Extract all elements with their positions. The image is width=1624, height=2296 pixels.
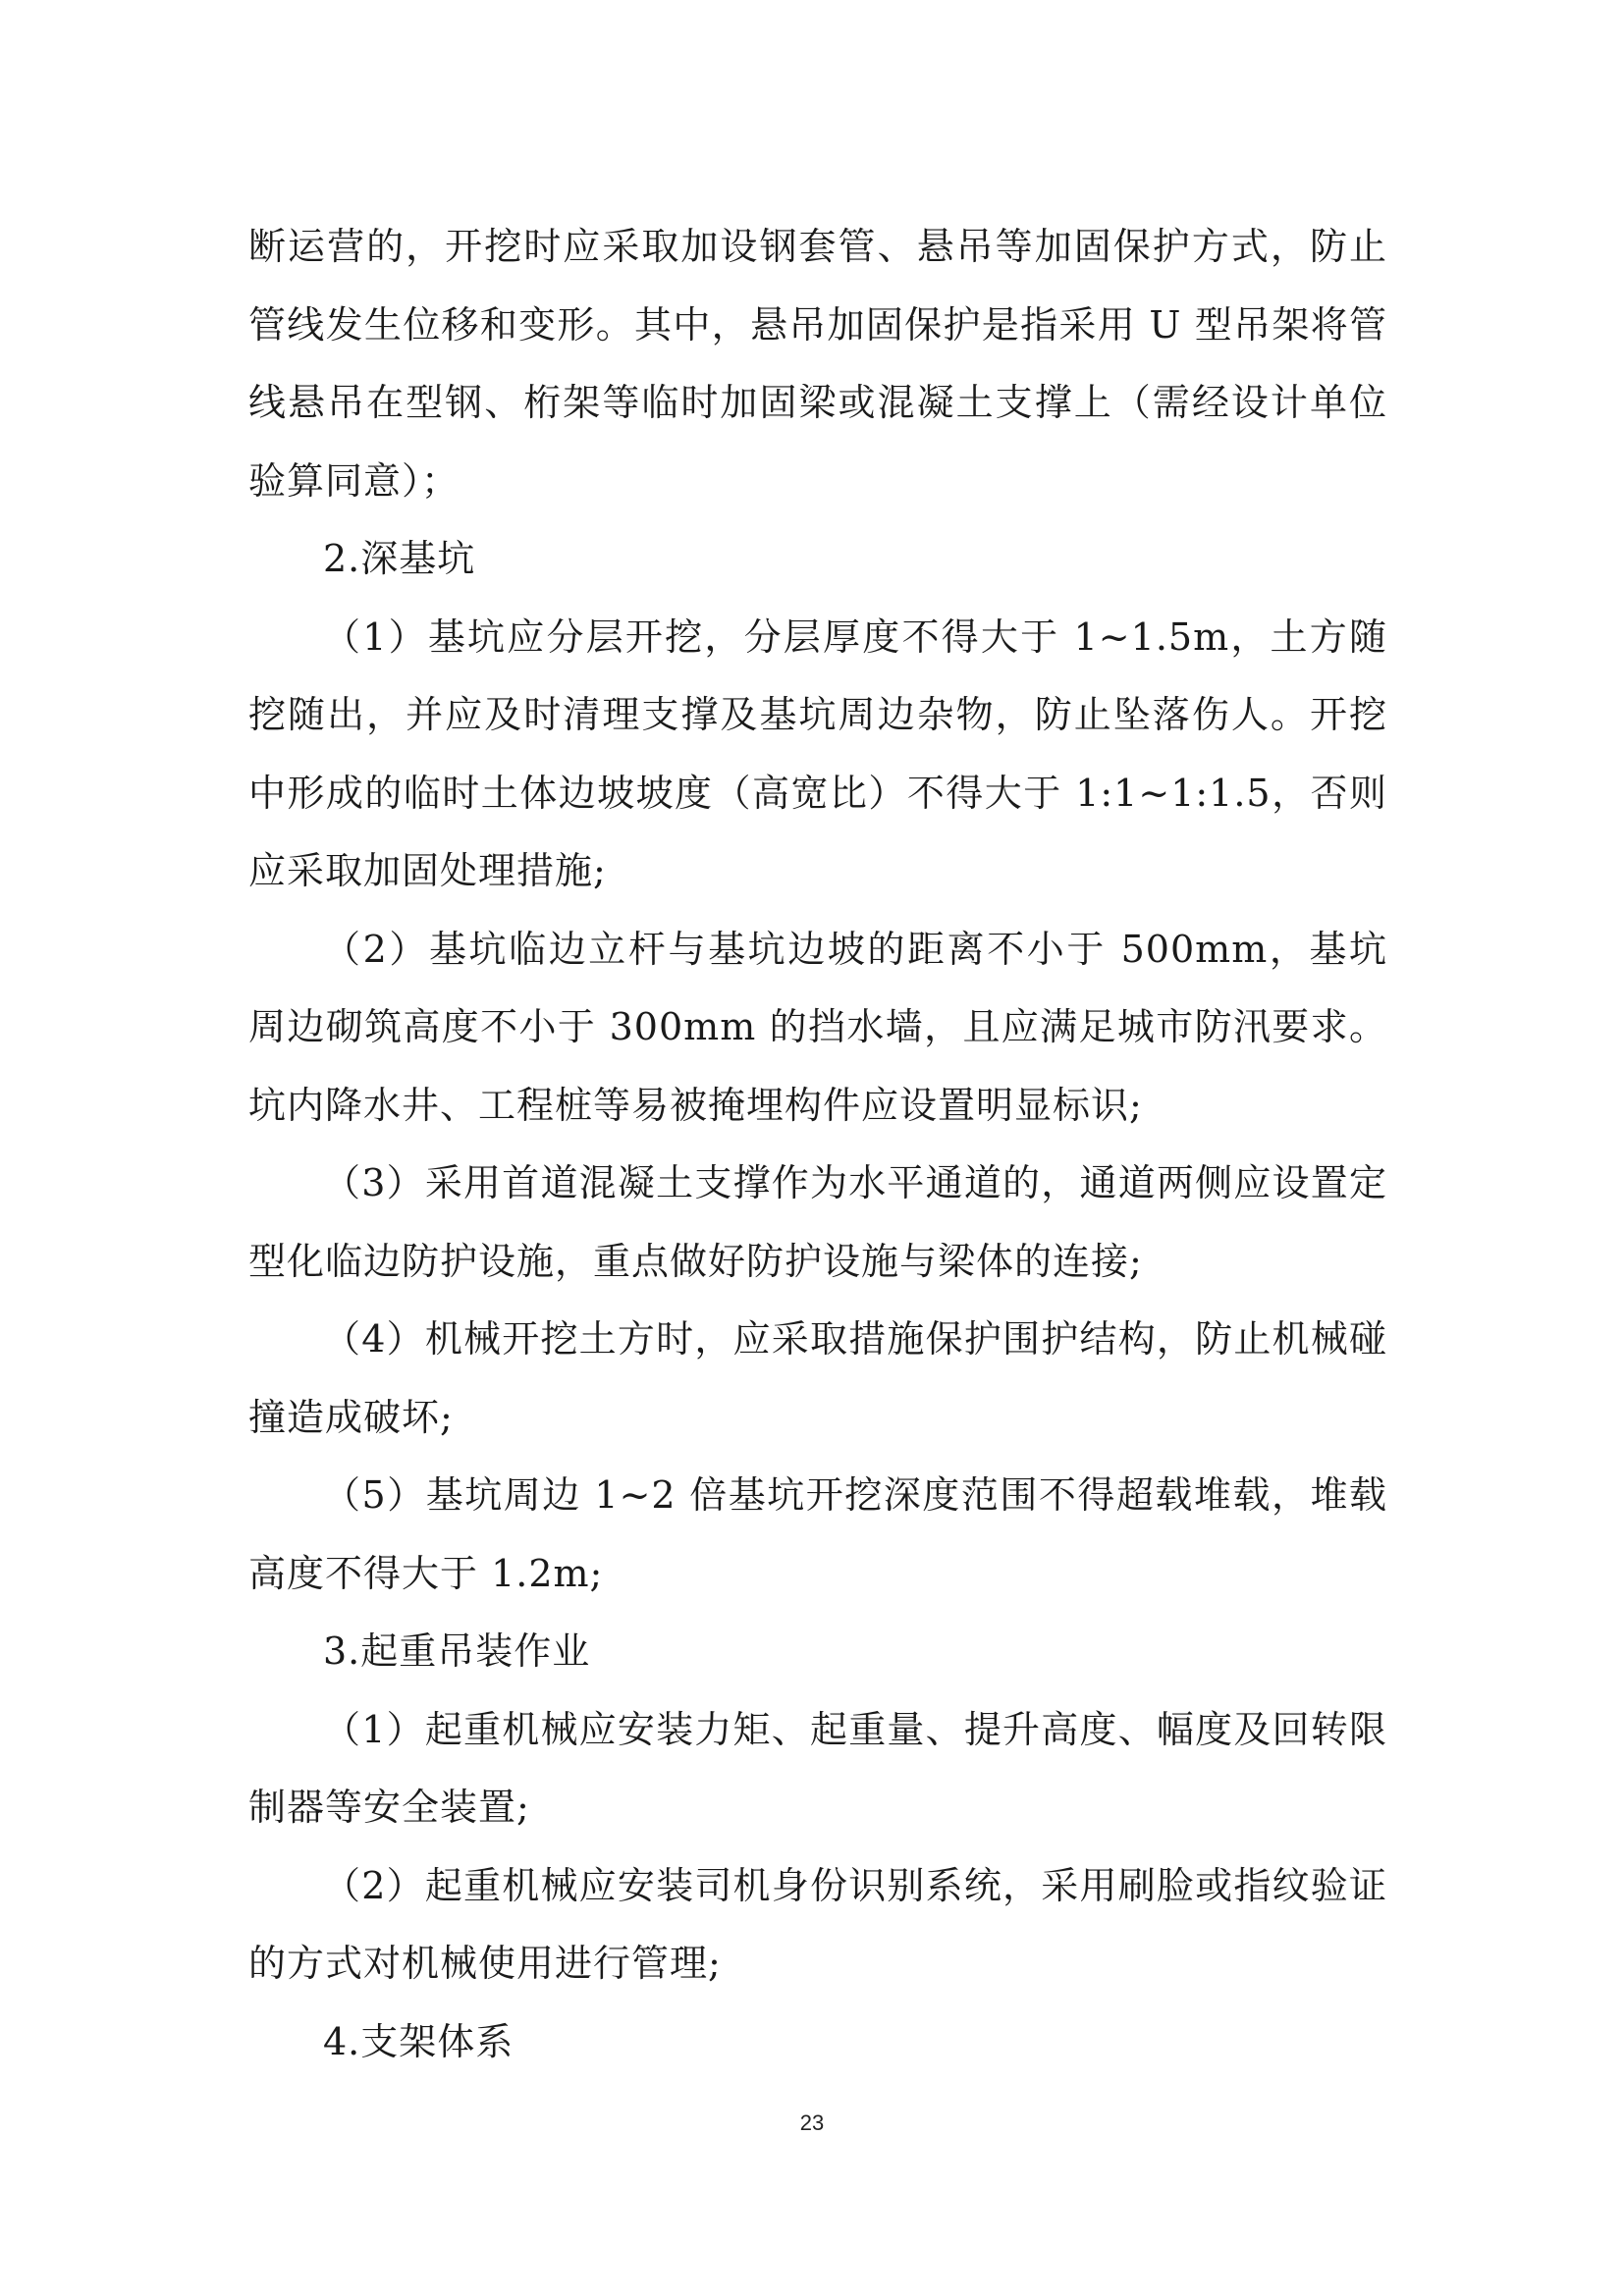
paragraph-item: （2）基坑临边立杆与基坑边坡的距离不小于 500mm，基坑周边砌筑高度不小于 300mm 的挡水墙，且应满足城市防汛要求。坑内降水井、工程桩等易被掩埋构件应设置明显标识; (248, 927, 1387, 1127)
section-heading-support-system: 4.支架体系 (323, 2019, 514, 2063)
paragraph-item: （1）基坑应分层开挖，分层厚度不得大于 1~1.5m，土方随挖随出，并应及时清理支撑及基坑周边杂物，防止坠落伤人。开挖中形成的临时土体边坡坡度（高宽比）不得大于 1:1~1:1.5，否则应采取加固处理措施; (248, 614, 1387, 892)
paragraph-item: （5）基坑周边 1~2 倍基坑开挖深度范围不得超载堆载，堆载高度不得大于 1.2m; (248, 1473, 1387, 1595)
document-body (248, 208, 1387, 2081)
paragraph-item: （3）采用首道混凝土支撑作为水平通道的，通道两侧应设置定型化临边防护设施，重点做好防护设施与梁体的连接; (248, 1161, 1387, 1283)
paragraph-item: （4）机械开挖土方时，应采取措施保护围护结构，防止机械碰撞造成破坏; (248, 1317, 1387, 1439)
paragraph-continuation: 断运营的，开挖时应采取加设钢套管、悬吊等加固保护方式，防止管线发生位移和变形。其中，悬吊加固保护是指采用 U 型吊架将管线悬吊在型钢、桁架等临时加固梁或混凝土支撑上（需经设计单位验算同意）； (248, 225, 1387, 503)
paragraph-item: （1）起重机械应安装力矩、起重量、提升高度、幅度及回转限制器等安全装置; (248, 1707, 1387, 1829)
section-heading-deep-pit: 2.深基坑 (323, 537, 476, 580)
section-heading-lifting: 3.起重吊装作业 (323, 1629, 591, 1673)
paragraph-item: （2）起重机械应安装司机身份识别系统，采用刷脸或指纹验证的方式对机械使用进行管理; (248, 1863, 1387, 1985)
page-number: 23 (799, 2110, 825, 2135)
